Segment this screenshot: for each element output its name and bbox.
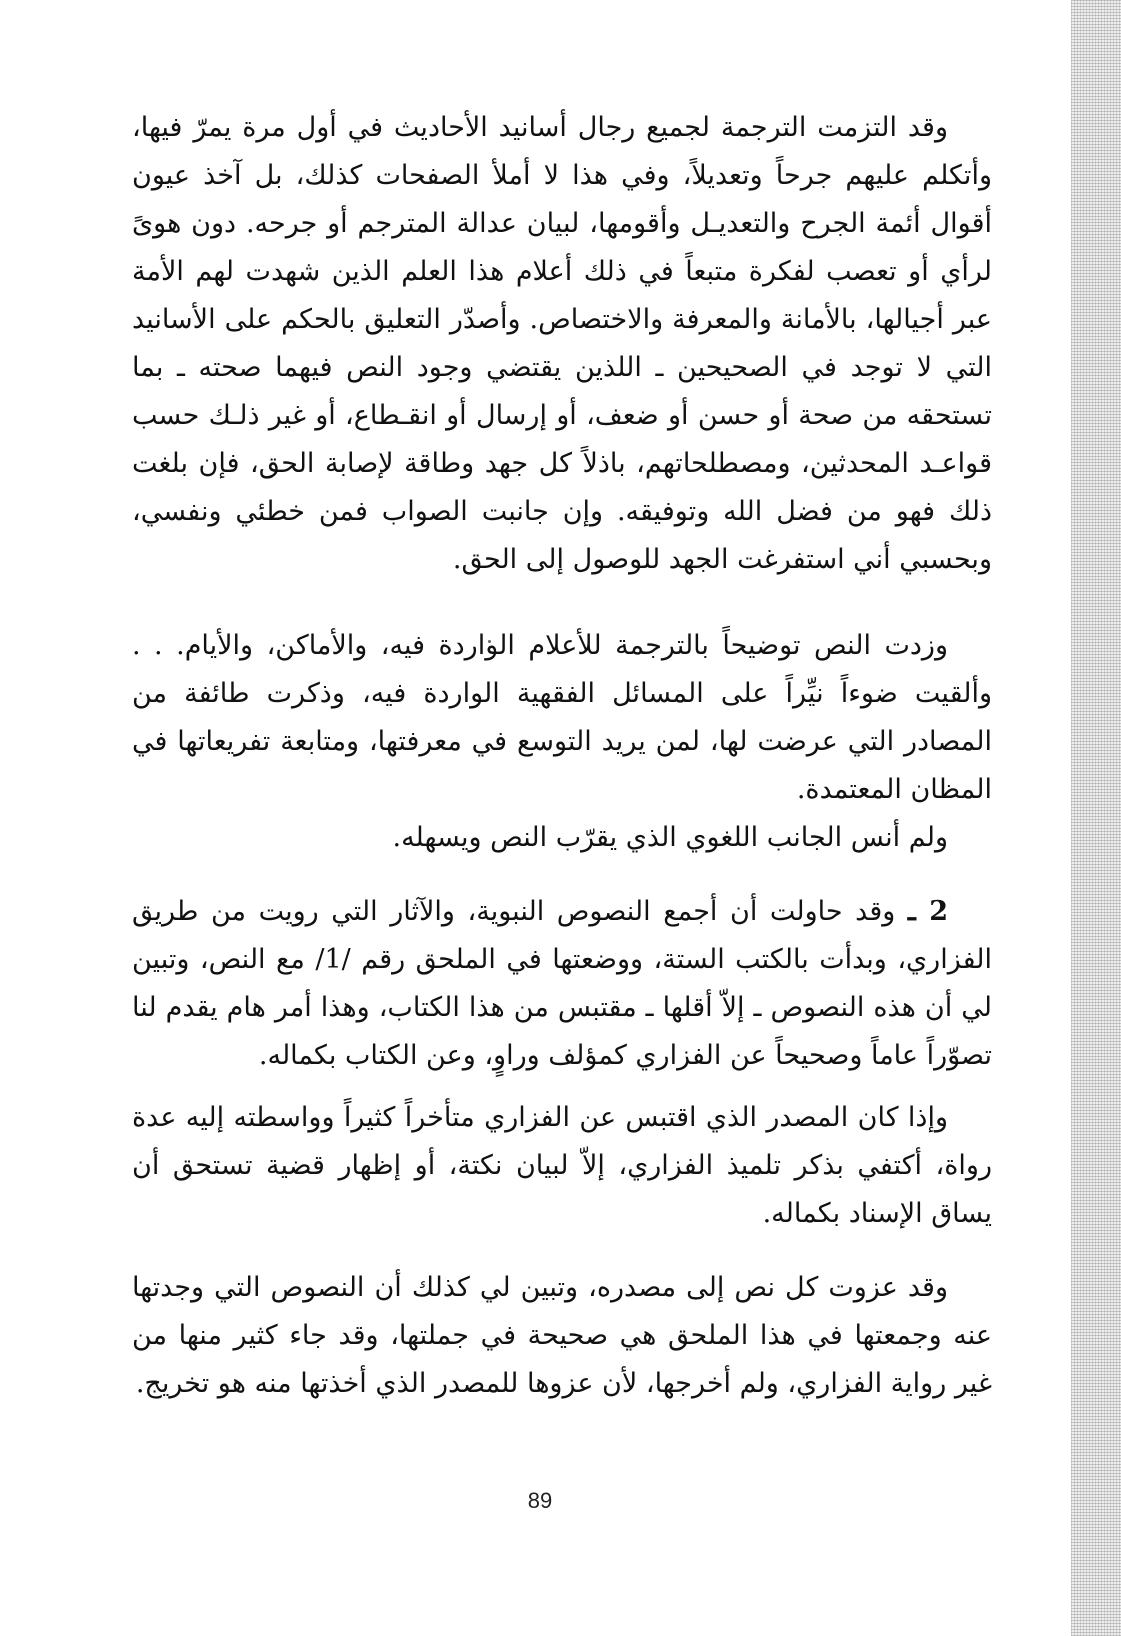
paragraph-attribution: وقد عزوت كل نص إلى مصدره، وتبين لي كذلك أن النصوص التي وجدتها عنه وجمعتها في هذا الملحق هي صحيحة في جملتها، وقد جاء كثير منها من غير رواية الفزاري، ولم أخرجها، لأن عزوها للمصدر الذي أخذتها منه هو تخريج. — [132, 1272, 992, 1399]
paragraph-clarification: وزدت النص توضيحاً بالترجمة للأعلام الواردة فيه، والأماكن، والأيام. . . وألقيت ضوءاً نيِّراً على المسائل الفقهية الواردة فيه، وذكرت طائفة من المصادر التي عرضت لها، لمن يريد التوسع في معرفتها، ومتابعة تفريعاتها في المظان المعتمدة. — [132, 630, 993, 805]
section-number: 2 ـ — [907, 896, 948, 927]
paragraph-translation: وقد التزمت الترجمة لجميع رجال أسانيد الأحاديث في أول مرة يمرّ فيها، وأتكلم عليهم جرحاً وتعديلاً، وفي هذا لا أملأ الصفحات كذلك، بل آخذ عيون أقوال أئمة الجرح والتعديـل وأقومها، لبيان عدالة المترجم أو جرحه. دون هوىً لرأي أو تعصب لفكرة متبعاً في ذلك أعلام هذا العلم الذين شهدت لهم الأمة عبر أجيالها، بالأمانة والمعرفة والاختصاص. وأصدّر التعليق بالحكم على الأسانيد التي لا توجد في الصحيحين ـ اللذين يقتضي وجود النص فيهما صحته ـ بما تستحقه من صحة أو حسن أو ضعف، أو إرسال أو انقـطاع، أو غير ذلـك حسب قواعـد المحدثين، ومصطلحاتهم، باذلاً كل جهد وطاقة لإصابة الحق، فإن بلغت ذلك فهو من فضل الله وتوفيقه. وإن جانبت الصواب فمن خطئي ونفسي، وبحسبي أني استفرغت الجهد للوصول إلى الحق. — [132, 112, 992, 575]
page-edge-shadow — [1071, 0, 1121, 1636]
text-body — [132, 104, 992, 1408]
paragraph-source: وإذا كان المصدر الذي اقتبس عن الفزاري متأخراً كثيراً وواسطته إليه عدة رواة، أكتفي بذكر تلميذ الفزاري، إلاّ لبيان نكتة، أو إظهار قضية تستحق أن يساق الإسناد بكماله. — [132, 1102, 992, 1229]
paragraph-collection — [132, 888, 992, 1080]
paragraph-collection-text: وقد حاولت أن أجمع النصوص النبوية، والآثار التي رويت من طريق الفزاري، وبدأت بالكتب الستة، ووضعتها في الملحق رقم /1/ مع النص، وتبين لي أن هذه النصوص ـ إلاّ أقلها ـ مقتبس من هذا الكتاب، وهذا أمر هام يقدم لنا تصوّراً عاماً وصحيحاً عن الفزاري كمؤلف وراوٍ، وعن الكتاب بكماله. — [132, 896, 992, 1071]
paragraph-linguistic: ولم أنس الجانب اللغوي الذي يقرّب النص ويسهله. — [392, 822, 948, 853]
page-number: 89 — [527, 1488, 553, 1513]
